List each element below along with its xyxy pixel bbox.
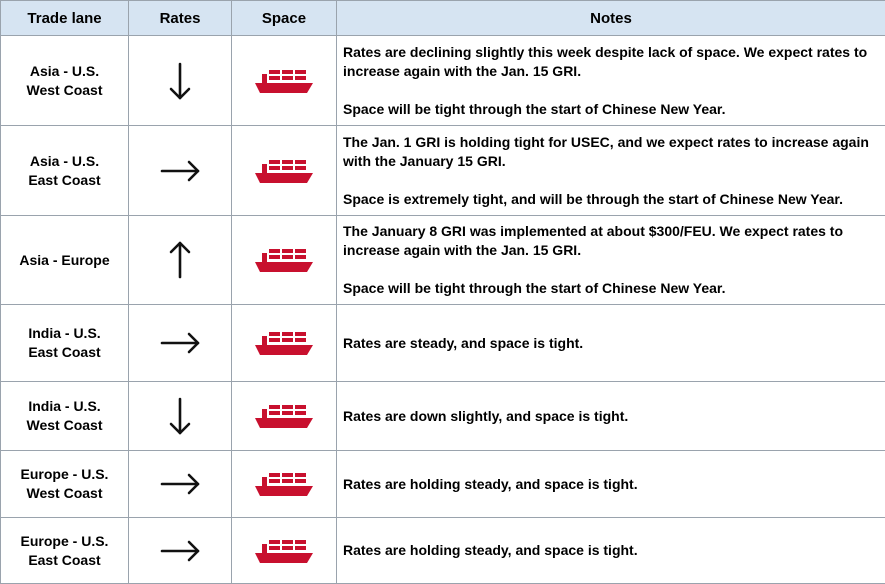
table-row: [1, 36, 885, 126]
arrow-up-icon: [129, 239, 231, 281]
note-paragraph: Rates are holding steady, and space is tight.: [343, 475, 638, 492]
ship-icon: [232, 471, 336, 497]
space-cell: [232, 36, 337, 126]
note-paragraph: Space will be tight through the start of Chinese New Year.: [343, 280, 726, 296]
arrow-down-icon: [129, 395, 231, 437]
notes-cell: [337, 382, 885, 451]
space-cell: [232, 451, 337, 518]
notes-cell: [337, 518, 885, 584]
header-notes: Notes: [337, 1, 885, 36]
header-trade-lane: Trade lane: [1, 1, 129, 36]
space-cell: [232, 382, 337, 451]
trade-lane-cell: Asia - U.S. West Coast: [1, 36, 129, 126]
header-row: [1, 1, 885, 36]
note-paragraph: Space is extremely tight, and will be through the start of Chinese New Year.: [343, 190, 843, 207]
note-paragraph: The Jan. 1 GRI is holding tight for USEC, and we expect rates to increase again with the January 15 GRI.: [343, 133, 869, 169]
rates-cell: [129, 305, 232, 382]
notes-cell: [337, 126, 885, 216]
space-cell: [232, 518, 337, 584]
space-cell: [232, 126, 337, 216]
note-paragraph: Rates are holding steady, and space is tight.: [343, 542, 638, 558]
note-paragraph: Rates are steady, and space is tight.: [343, 334, 584, 351]
note-paragraph: The January 8 GRI was implemented at about $300/FEU. We expect rates to increase again with the Jan. 15 GRI.: [343, 223, 844, 258]
header-space: Space: [232, 1, 337, 36]
ship-icon: [232, 330, 336, 356]
ship-icon: [232, 68, 336, 94]
trade-lane-cell: Europe - U.S. East Coast: [1, 518, 129, 584]
notes-cell: [337, 216, 885, 305]
space-cell: [232, 305, 337, 382]
ship-icon: [232, 247, 336, 273]
rates-cell: [129, 36, 232, 126]
notes-cell: [337, 36, 885, 126]
table-row: [1, 126, 885, 216]
arrow-right-icon: [129, 530, 231, 572]
ship-icon: [232, 403, 336, 429]
table-row: [1, 518, 885, 584]
table-row: [1, 216, 885, 305]
arrow-right-icon: [129, 463, 231, 505]
header-rates: Rates: [129, 1, 232, 36]
ship-icon: [232, 538, 336, 564]
trade-lane-cell: India - U.S. East Coast: [1, 305, 129, 382]
table-row: [1, 382, 885, 451]
space-cell: [232, 216, 337, 305]
table-row: [1, 305, 885, 382]
rates-cell: [129, 126, 232, 216]
trade-lane-cell: Asia - U.S. East Coast: [1, 126, 129, 216]
note-paragraph: Rates are down slightly, and space is tight.: [343, 407, 629, 424]
notes-cell: [337, 305, 885, 382]
trade-lane-cell: India - U.S. West Coast: [1, 382, 129, 451]
trade-lane-cell: Europe - U.S. West Coast: [1, 451, 129, 518]
rates-cell: [129, 216, 232, 305]
arrow-down-icon: [129, 60, 231, 102]
notes-cell: [337, 451, 885, 518]
rates-cell: [129, 518, 232, 584]
table-row: [1, 451, 885, 518]
trade-lane-cell: Asia - Europe: [1, 216, 129, 305]
arrow-right-icon: [129, 322, 231, 364]
ship-icon: [232, 158, 336, 184]
rates-cell: [129, 382, 232, 451]
note-paragraph: Space will be tight through the start of Chinese New Year.: [343, 100, 726, 117]
note-paragraph: Rates are declining slightly this week despite lack of space. We expect rates to increase again with the Jan. 15 GRI.: [343, 43, 868, 79]
rates-cell: [129, 451, 232, 518]
arrow-right-icon: [129, 150, 231, 192]
